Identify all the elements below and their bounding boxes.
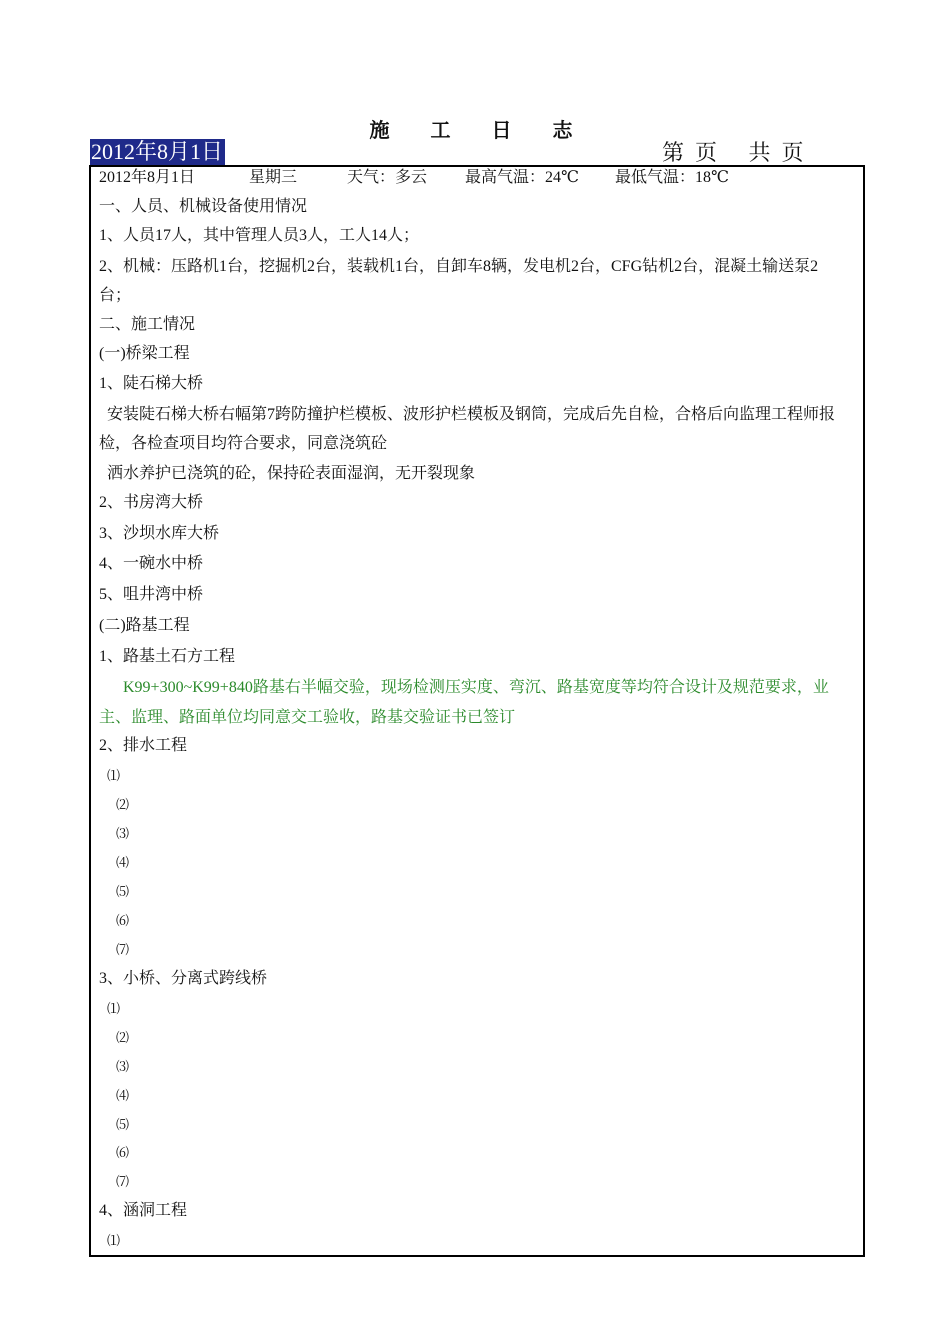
list-item: 4、涵洞工程 (99, 1202, 188, 1219)
list-item: 3、沙坝水库大桥 (99, 525, 220, 542)
sub-item: ⑺ (116, 1174, 130, 1189)
log-date: 2012年8月1日 (99, 169, 196, 186)
page-counter (662, 139, 804, 165)
log-high-temp: 最高气温：24℃ (465, 169, 579, 186)
bridge-detail-line: 洒水养护已浇筑的砼，保持砼表面湿润，无开裂现象 (99, 465, 476, 482)
log-weather: 天气：多云 (347, 169, 428, 186)
total-pages-label: 共 页 (748, 140, 804, 165)
earthwork-detail-line: K99+300~K99+840路基右半幅交验，现场检测压实度、弯沉、路基宽度等均符合设计及规范要求，业 (99, 679, 829, 696)
sub-item: ⑸ (116, 1117, 130, 1132)
bridge-detail-line: 检，各检查项目均符合要求，同意浇筑砼 (99, 435, 388, 452)
section-heading: 一、人员、机械设备使用情况 (99, 198, 308, 215)
page-number-label: 第 页 (662, 140, 718, 165)
list-item: 4、一碗水中桥 (99, 555, 204, 572)
sub-item: ⑶ (116, 1059, 130, 1074)
sub-item: ⑴ (107, 1001, 121, 1016)
section-heading: 二、施工情况 (99, 316, 196, 333)
sub-item: ⑴ (107, 1233, 121, 1248)
date-badge: 2012年8月1日 (91, 139, 224, 164)
log-low-temp: 最低气温：18℃ (615, 169, 729, 186)
subsection-heading: (一)桥梁工程 (99, 345, 190, 362)
sub-item: ⑷ (116, 855, 130, 870)
earthwork-detail-line: 主、监理、路面单位均同意交工验收，路基交验证书已签订 (99, 709, 516, 726)
sub-item: ⑹ (116, 1145, 130, 1160)
sub-item: ⑴ (107, 768, 121, 783)
machinery-line-cont: 台； (99, 287, 132, 304)
header-row (99, 163, 859, 193)
sub-item: ⑵ (116, 1030, 130, 1045)
list-item: 2、书房湾大桥 (99, 494, 204, 511)
machinery-line: 2、机械：压路机1台，挖掘机2台，装载机1台，自卸车8辆，发电机2台，CFG钻机2台，混凝土输送泵2 (99, 258, 819, 275)
sub-item: ⑷ (116, 1088, 130, 1103)
list-item: 1、陡石梯大桥 (99, 375, 204, 392)
sub-item: ⑶ (116, 826, 130, 841)
sub-item: ⑹ (116, 913, 130, 928)
page-title: 施 工 日 志 (369, 120, 591, 142)
personnel-line: 1、人员17人，其中管理人员3人，工人14人； (99, 227, 420, 244)
list-item: 5、咀井湾中桥 (99, 586, 204, 603)
sub-item: ⑺ (116, 942, 130, 957)
bridge-detail-line: 安装陡石梯大桥右幅第7跨防撞护栏模板、波形护栏模板及钢筒，完成后先自检，合格后向监理工程师报 (99, 406, 836, 423)
subsection-heading: (二)路基工程 (99, 617, 190, 634)
log-weekday: 星期三 (249, 169, 298, 186)
list-item: 2、排水工程 (99, 737, 188, 754)
sub-item: ⑸ (116, 884, 130, 899)
list-item: 1、路基土石方工程 (99, 648, 236, 665)
sub-item: ⑵ (116, 797, 130, 812)
list-item: 3、小桥、分离式跨线桥 (99, 970, 268, 987)
